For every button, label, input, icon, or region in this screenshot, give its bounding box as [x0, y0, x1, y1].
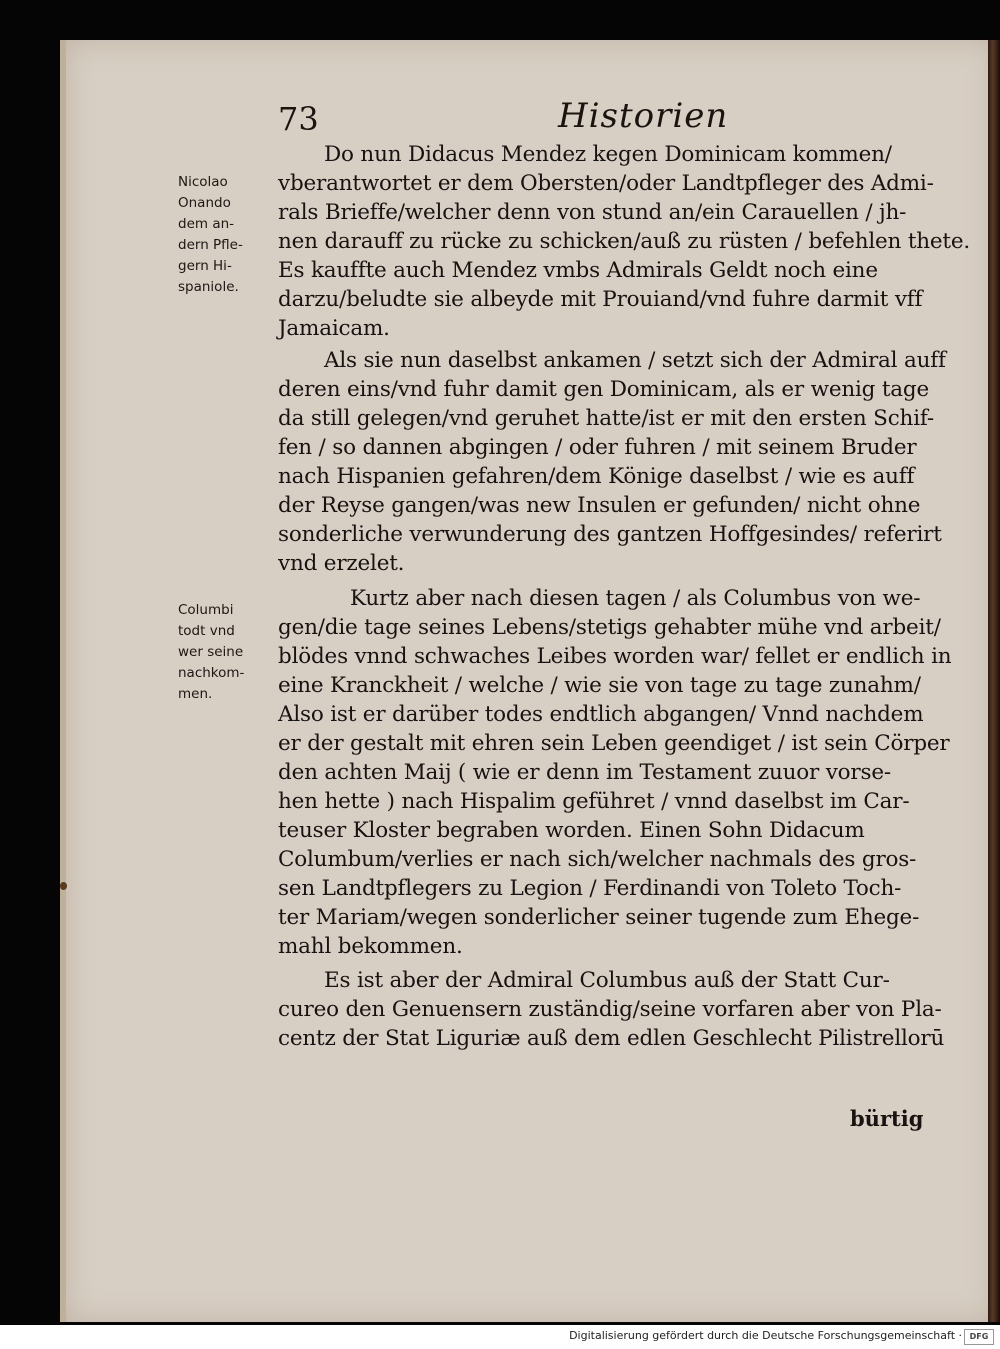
- text-line: Also ist er darüber todes endtlich abgangen/ Vnnd nachdem: [278, 702, 924, 727]
- text-line: vberantwortet er dem Obersten/oder Landtpfleger des Admi-: [278, 171, 934, 196]
- text-line: teuser Kloster begraben worden. Einen Sohn Didacum: [278, 818, 865, 843]
- marginal-line: spaniole.: [178, 279, 239, 295]
- text-line: gen/die tage seines Lebens/stetigs gehabter mühe vnd arbeit/: [278, 615, 941, 640]
- text-line: darzu/beludte sie albeyde mit Prouiand/vnd fuhre darmit vff: [278, 287, 923, 312]
- text-line: den achten Maij ( wie er denn im Testament zuuor vorse-: [278, 760, 891, 785]
- marginal-note: [178, 600, 274, 705]
- text-line: blödes vnnd schwaches Leibes worden war/ fellet er endlich in: [278, 644, 952, 669]
- text-line: Als sie nun daselbst ankamen / setzt sich der Admiral auff: [324, 348, 946, 373]
- text-line: nach Hispanien gefahren/dem Könige daselbst / wie es auff: [278, 464, 915, 489]
- marginal-line: dem an-: [178, 216, 235, 232]
- text-line: da still gelegen/vnd geruhet hatte/ist er mit den ersten Schif-: [278, 406, 934, 431]
- text-line: ter Mariam/wegen sonderlicher seiner tugende zum Ehege-: [278, 905, 920, 930]
- text-line: Columbum/verlies er nach sich/welcher nachmals des gros-: [278, 847, 917, 872]
- text-line: deren eins/vnd fuhr damit gen Dominicam, als er wenig tage: [278, 377, 930, 402]
- text-line: vnd erzelet.: [278, 551, 405, 576]
- text-line: eine Kranckheit / welche / wie sie von tage zu tage zunahm/: [278, 673, 921, 698]
- book-page: [60, 40, 994, 1322]
- catchword: bürtig: [850, 1106, 924, 1131]
- text-line: der Reyse gangen/was new Insulen er gefunden/ nicht ohne: [278, 493, 921, 518]
- text-line: Es ist aber der Admiral Columbus auß der Statt Cur-: [324, 968, 890, 993]
- text-line: Do nun Didacus Mendez kegen Dominicam kommen/: [324, 142, 892, 167]
- text-line: nen darauff zu rücke zu schicken/auß zu rüsten / befehlen thete.: [278, 229, 971, 254]
- marginal-line: Onando: [178, 195, 231, 211]
- running-head: Historien: [558, 96, 729, 136]
- text-line: sen Landtpflegers zu Legion / Ferdinandi von Toleto Toch-: [278, 876, 902, 901]
- text-line: Es kauffte auch Mendez vmbs Admirals Geldt noch eine: [278, 258, 878, 283]
- marginal-line: dern Pfle-: [178, 237, 243, 253]
- footer-credit: Digitalisierung gefördert durch die Deutsche Forschungsgemeinschaft ·: [569, 1329, 962, 1342]
- footer-bar: [0, 1325, 1000, 1349]
- marginal-line: Columbi: [178, 602, 234, 618]
- page-number: 73: [278, 100, 319, 138]
- text-line: hen hette ) nach Hispalim geführet / vnnd daselbst im Car-: [278, 789, 910, 814]
- marginal-line: nachkom-: [178, 665, 245, 681]
- ink-spot: [60, 882, 67, 890]
- text-line: rals Brieffe/welcher denn von stund an/ein Carauellen / jh-: [278, 200, 907, 225]
- book-spine: [988, 40, 1000, 1322]
- text-line: mahl bekommen.: [278, 934, 463, 959]
- text-line: sonderliche verwunderung des gantzen Hoffgesindes/ referirt: [278, 522, 942, 547]
- text-line: centz der Stat Liguriæ auß dem edlen Geschlecht Pilistrellorū: [278, 1026, 945, 1051]
- marginal-line: Nicolao: [178, 174, 228, 190]
- text-line: fen / so dannen abgingen / oder fuhren / mit seinem Bruder: [278, 435, 917, 460]
- marginal-line: wer seine: [178, 644, 244, 660]
- marginal-line: todt vnd: [178, 623, 235, 639]
- marginal-line: men.: [178, 686, 213, 702]
- text-line: Kurtz aber nach diesen tagen / als Columbus von we-: [350, 586, 921, 611]
- text-line: cureo den Genuensern zuständig/seine vorfaren aber von Pla-: [278, 997, 942, 1022]
- text-line: Jamaicam.: [278, 316, 390, 341]
- marginal-line: gern Hi-: [178, 258, 232, 274]
- text-line: er der gestalt mit ehren sein Leben geendiget / ist sein Cörper: [278, 731, 950, 756]
- dfg-logo-icon: DFG: [964, 1329, 994, 1345]
- marginal-note: [178, 172, 274, 298]
